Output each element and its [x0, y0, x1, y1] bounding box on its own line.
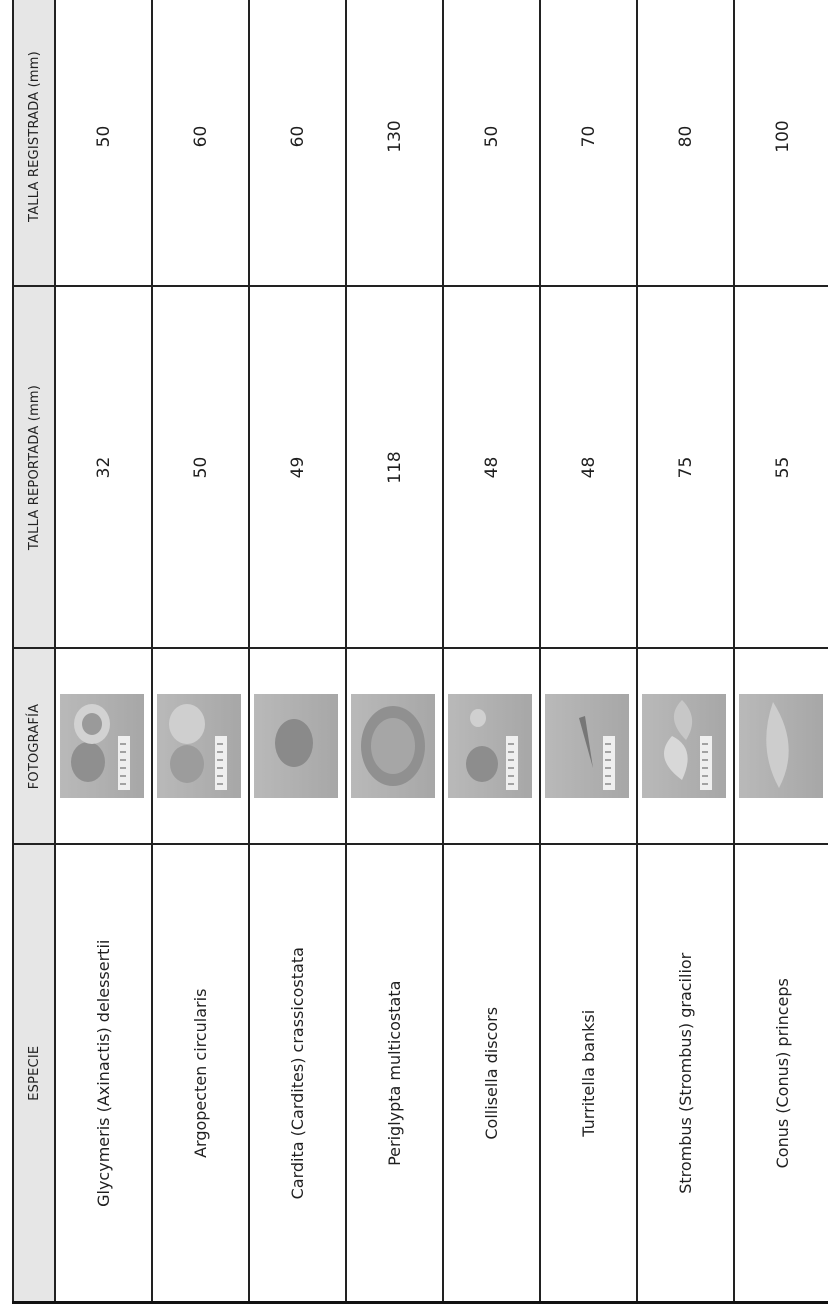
photo-cell: [443, 649, 540, 845]
photo-cell: [540, 649, 637, 845]
photo-cell: [346, 649, 443, 845]
cone-shell-photo: [739, 695, 823, 799]
limpet-shells-photo: [448, 695, 532, 799]
talla-registrada-value: 130: [346, 0, 443, 287]
talla-registrada-value: 50: [55, 0, 152, 287]
cardita-shell-photo: [254, 695, 338, 799]
table-row: [346, 0, 443, 1303]
talla-reportada-value: 49: [249, 287, 346, 649]
table-row: [443, 0, 540, 1303]
talla-registrada-value: 60: [152, 0, 249, 287]
table-row: [249, 0, 346, 1303]
talla-registrada-value: 60: [249, 0, 346, 287]
species-name: Turritella banksi: [540, 845, 637, 1303]
conch-shells-photo: [642, 695, 726, 799]
photo-cell: [152, 649, 249, 845]
bivalve-shells-photo: [60, 695, 144, 799]
table-row: [152, 0, 249, 1303]
clam-shell-photo: [351, 695, 435, 799]
species-name: Collisella discors: [443, 845, 540, 1303]
header-talla-registrada: TALLA REGISTRADA (mm): [13, 0, 55, 287]
talla-reportada-value: 48: [540, 287, 637, 649]
talla-registrada-value: 50: [443, 0, 540, 287]
turret-shell-photo: [545, 695, 629, 799]
talla-reportada-value: 48: [443, 287, 540, 649]
talla-registrada-value: 70: [540, 0, 637, 287]
photo-cell: [249, 649, 346, 845]
table-row: [734, 0, 828, 1303]
talla-registrada-value: 80: [637, 0, 734, 287]
table-row: [637, 0, 734, 1303]
scallop-shells-photo: [157, 695, 241, 799]
header-talla-reportada: TALLA REPORTADA (mm): [13, 287, 55, 649]
species-name: Argopecten circularis: [152, 845, 249, 1303]
photo-cell: [637, 649, 734, 845]
photo-cell: [734, 649, 828, 845]
talla-reportada-value: 118: [346, 287, 443, 649]
species-name: Periglypta multicostata: [346, 845, 443, 1303]
species-name: Conus (Conus) princeps: [734, 845, 828, 1303]
table-row: [540, 0, 637, 1303]
header-fotografia: FOTOGRAFÍA: [13, 649, 55, 845]
talla-reportada-value: 55: [734, 287, 828, 649]
header-especie: ESPECIE: [13, 845, 55, 1303]
talla-reportada-value: 32: [55, 287, 152, 649]
species-name: Strombus (Strombus) gracilior: [637, 845, 734, 1303]
table-row: [55, 0, 152, 1303]
photo-cell: [55, 649, 152, 845]
species-name: Glycymeris (Axinactis) delessertii: [55, 845, 152, 1303]
header-row: [13, 0, 55, 1303]
talla-registrada-value: 100: [734, 0, 828, 287]
talla-reportada-value: 75: [637, 287, 734, 649]
talla-reportada-value: 50: [152, 287, 249, 649]
species-name: Cardita (Cardites) crassicostata: [249, 845, 346, 1303]
species-table: [12, 0, 828, 1304]
